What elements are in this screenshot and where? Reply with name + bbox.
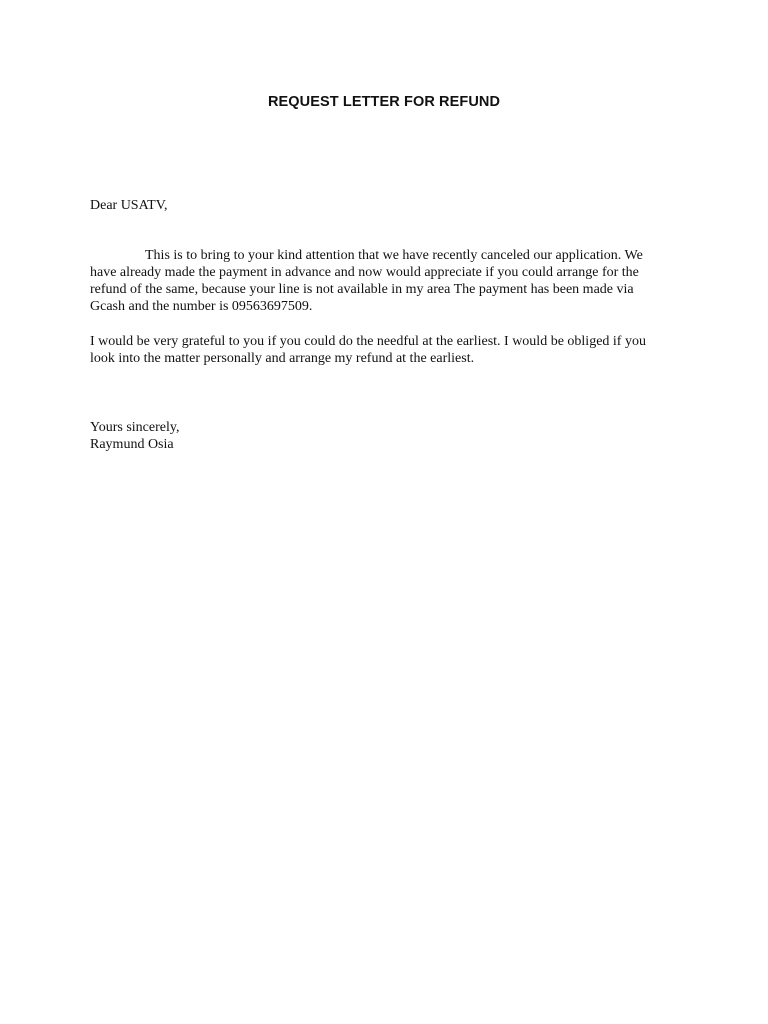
body-paragraph-2: I would be very grateful to you if you could do the needful at the earliest. I would be obliged if you look into the matter personally and arrange my refund at the earliest.	[90, 334, 646, 366]
letter-title: REQUEST LETTER FOR REFUND	[267, 94, 501, 110]
closing: Yours sincerely,	[90, 420, 180, 435]
salutation: Dear USATV,	[90, 198, 168, 213]
body-paragraph-1: This is to bring to your kind attention that we have recently canceled our application. We have already made the payment in advance and now would appreciate if you could arrange for the refund of the same, because your line is not available in my area The payment has been made via Gcash and the number is 09563697509.	[90, 248, 643, 314]
signature-name: Raymund Osia	[90, 437, 174, 452]
